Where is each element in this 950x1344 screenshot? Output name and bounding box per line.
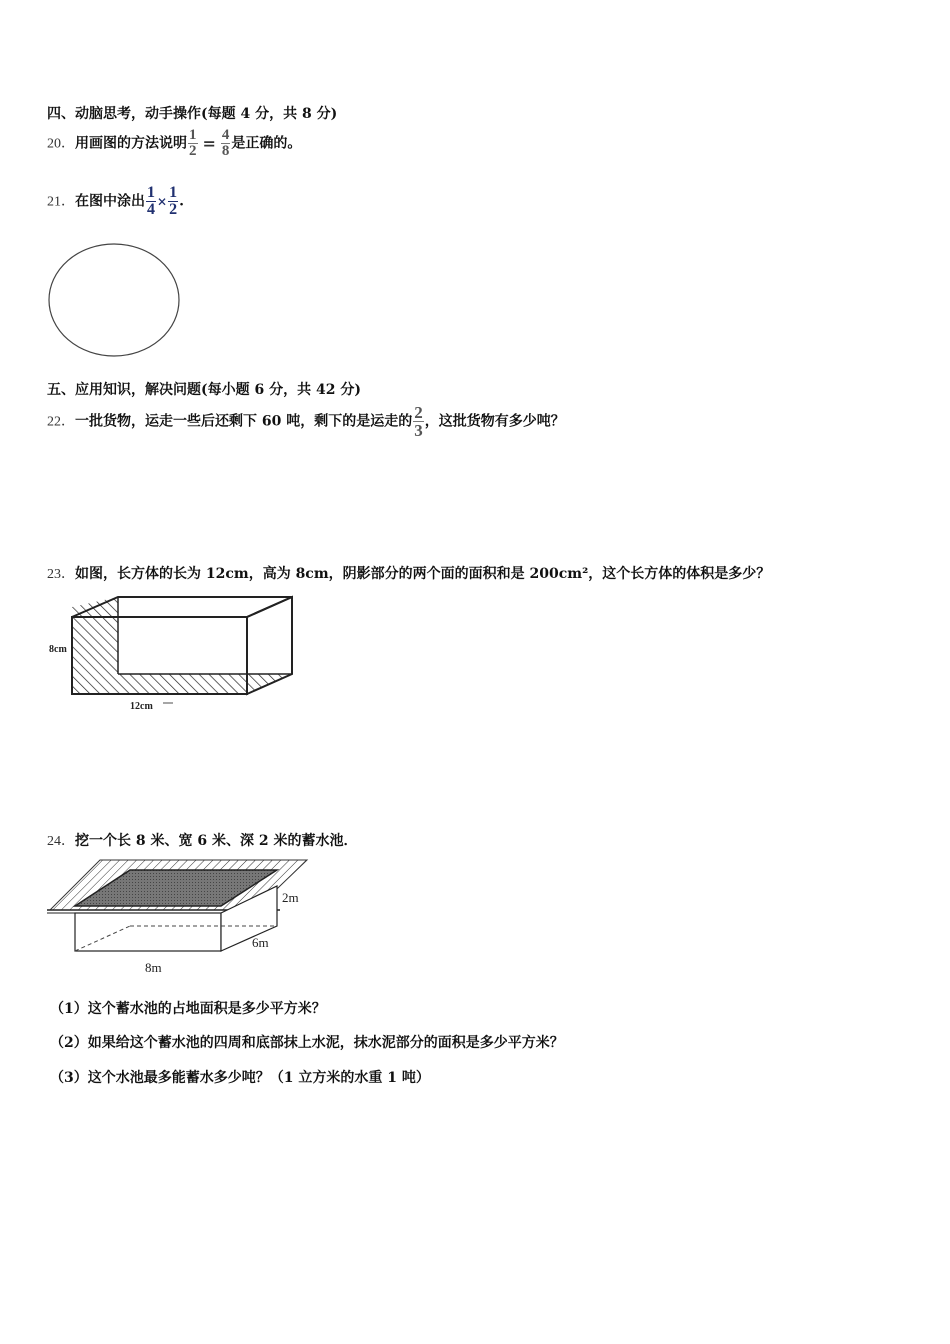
times-sign: ×: [157, 194, 168, 209]
width-label: 6m: [252, 935, 269, 950]
pool-front-face: [75, 913, 221, 951]
section-5-heading: 五、应用知识，解决问题(每小题 6 分，共 42 分): [47, 382, 361, 398]
question-24: [47, 830, 357, 850]
cuboid-figure: [45, 590, 300, 715]
question-23-text: 如图，长方体的长为 12cm，高为 8cm，阴影部分的两个面的面积和是 200cm²，这个长方体的体积是多少？: [75, 566, 771, 582]
pool-figure: [45, 858, 310, 983]
question-24-number: 24．: [47, 834, 75, 849]
fraction-four-eighths: [221, 128, 231, 159]
question-24-text: 挖一个长 8 米、宽 6 米、深 2 米的蓄水池．: [75, 833, 358, 849]
ellipse-figure: [45, 240, 185, 362]
ellipse-shape: [49, 244, 179, 356]
question-20-number: 20．: [47, 136, 75, 152]
length-label: 8m: [145, 960, 162, 975]
question-20: [47, 128, 301, 159]
height-label: 8cm: [49, 644, 67, 655]
fraction-denominator: 2: [169, 201, 178, 218]
depth-label: 2m: [282, 890, 299, 905]
fraction-two-thirds: [413, 404, 424, 439]
fraction-denominator: 2: [189, 143, 197, 159]
question-21-number: 21．: [47, 194, 75, 210]
question-22-text-before: 一批货物，运走一些后还剩下 60 吨，剩下的是运走的: [75, 413, 413, 430]
question-22: [47, 404, 565, 439]
fraction-one-half: [188, 128, 198, 159]
question-23: [47, 563, 770, 583]
question-20-text-before: 用画图的方法说明: [75, 135, 187, 152]
fraction-numerator: 1: [169, 184, 178, 201]
fraction-one-quarter: [146, 185, 156, 218]
fraction-numerator: 4: [221, 127, 230, 143]
fraction-numerator: 2: [414, 403, 423, 422]
question-21: [47, 185, 184, 218]
section-4-heading: 四、动脑思考，动手操作(每题 4 分，共 8 分): [47, 106, 338, 122]
question-24-sub-1: （1）这个蓄水池的占地面积是多少平方米？: [50, 1001, 326, 1017]
question-24-sub-3: （3）这个水池最多能蓄水多少吨？（1 立方米的水重 1 吨）: [50, 1070, 430, 1086]
fraction-denominator: 4: [147, 201, 155, 218]
question-22-text-after: ，这批货物有多少吨？: [424, 413, 565, 430]
question-21-text-before: 在图中涂出: [75, 193, 145, 210]
fraction-denominator: 8: [221, 143, 230, 159]
question-21-text-after: .: [179, 193, 184, 210]
fraction-denominator: 3: [414, 421, 423, 440]
fraction-one-half-b: [168, 185, 178, 218]
fraction-numerator: 1: [147, 184, 155, 201]
fraction-numerator: 1: [189, 127, 197, 143]
length-label: 12cm: [130, 701, 153, 712]
equals-sign: =: [202, 134, 216, 153]
question-20-text-after: 是正确的。: [231, 135, 302, 152]
question-24-sub-2: （2）如果给这个蓄水池的四周和底部抹上水泥，抹水泥部分的面积是多少平方米？: [50, 1035, 564, 1051]
question-22-number: 22．: [47, 414, 75, 430]
question-23-number: 23．: [47, 567, 75, 582]
